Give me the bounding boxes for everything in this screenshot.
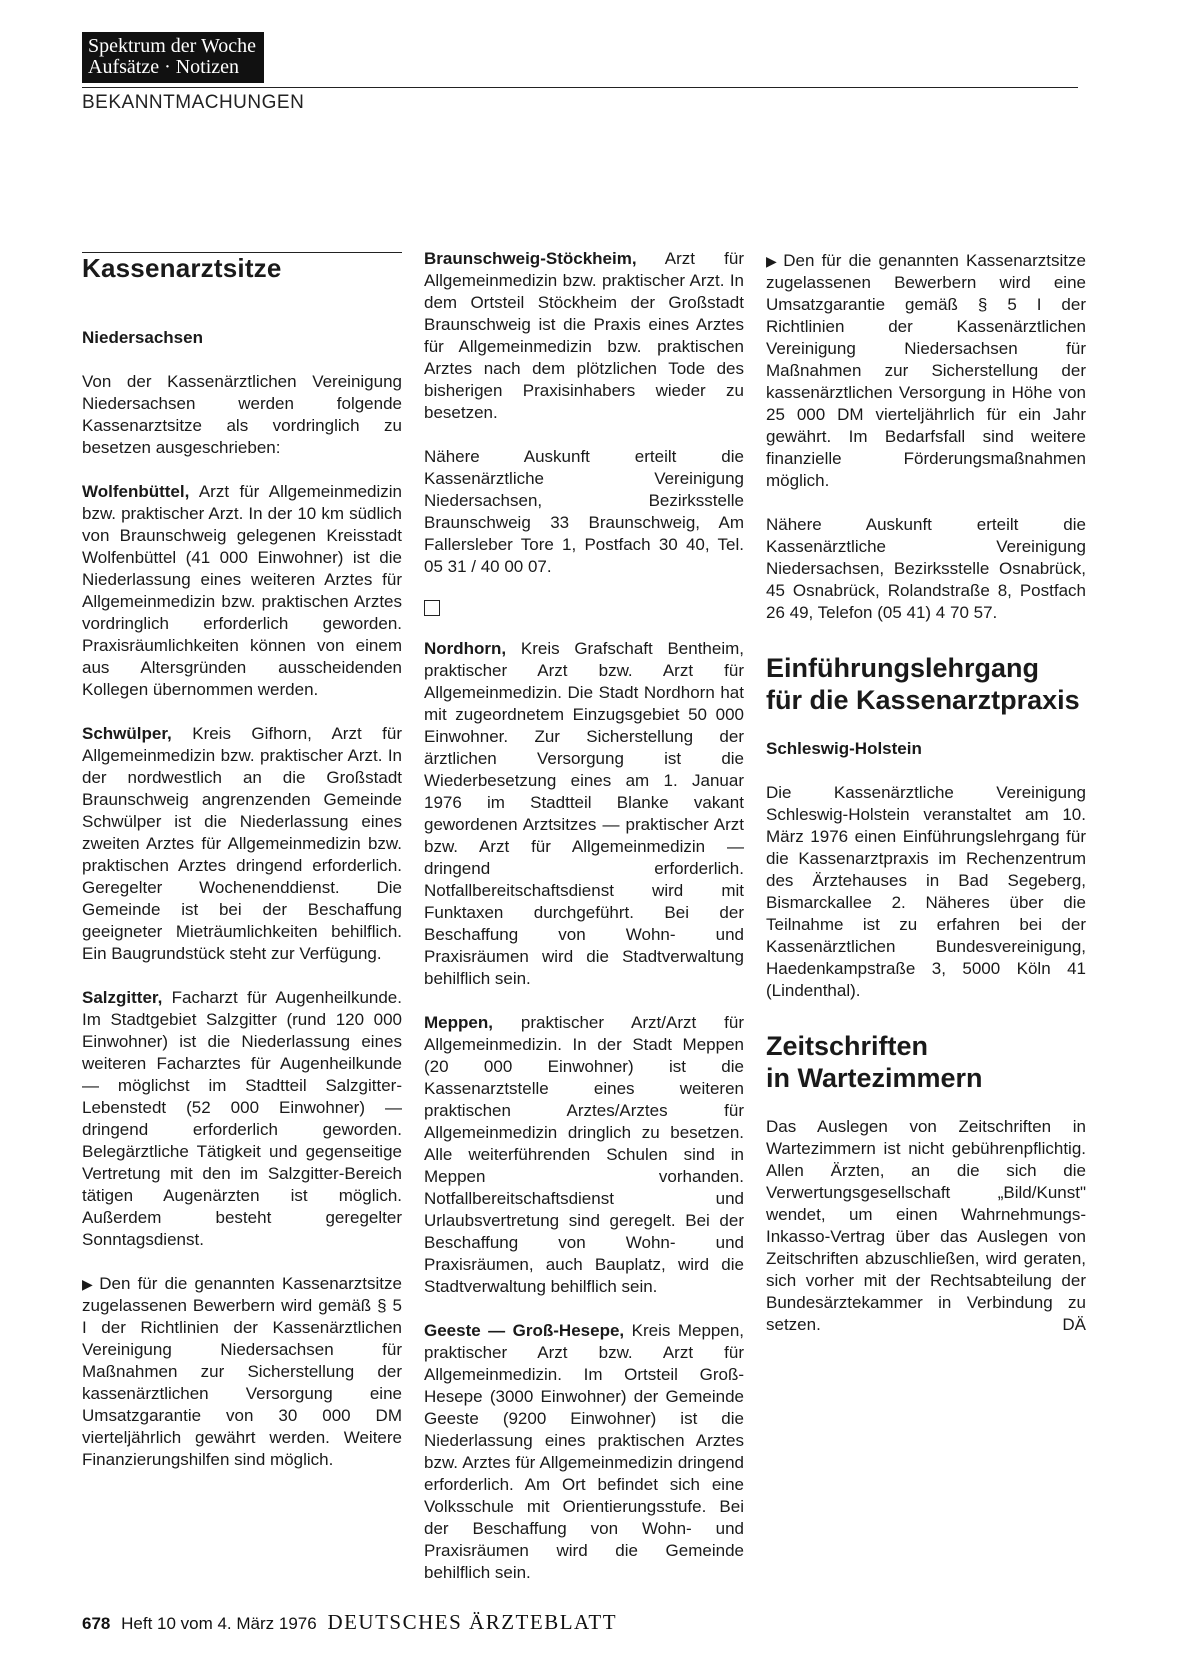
entry-text: Facharzt für Augenheilkunde. Im Stadtgebiet Salzgitter (rund 120 000 Einwohner) ist die Niederlassung eines weiteren Facharztes für Augenheilkunde — möglichst im Stadtteil Salzgitter-Lebenstedt (52 000 Einwohner) — dringend erforderlich geworden. Belegärztliche Tätigkeit und gegenseitige Vertretung mit den im Salzgitter-Bereich tätigen Augenärzten ist möglich. Außerdem besteht geregelter Sonntagsdienst. xyxy=(82,988,402,1249)
section-tag-line2: Aufsätze · Notizen xyxy=(88,56,240,78)
entry-place: Braunschweig-Stöckheim, xyxy=(424,249,637,268)
entry-text: Arzt für Allgemeinmedizin bzw. praktischer Arzt. In dem Ortsteil Stöckheim der Großstadt Braunschweig ist die Praxis eines Arztes für Allgemeinmedizin bzw. praktischen Arztes nach dem plötzlichen Tode des bisherigen Praxisinhabers wieder zu besetzen. xyxy=(424,249,744,422)
category-label: BEKANNTMACHUNGEN xyxy=(82,92,305,113)
entry-text: Kreis Gifhorn, Arzt für Allgemeinmedizin bzw. praktischer Arzt. In der nordwestlich an die Großstadt Braunschweig angrenzenden Gemeinde Schwülper ist die Niederlassung eines zweiten Arztes für Allgemeinmedizin bzw. praktischen Arztes dringend erforderlich. Geregelter Wochenenddienst. Die Gemeinde ist bei der Beschaffung geeigneter Mieträumlichkeiten behilflich. Ein Baugrundstück steht zur Verfügung. xyxy=(82,724,402,963)
article-title-kassenarztsitze: Kassenarztsitze xyxy=(82,253,282,283)
entry-text: Arzt für Allgemeinmedizin bzw. praktischer Arzt. In der 10 km südlich von Braunschweig gelegenen Kreisstadt Wolfenbüttel (41 000 Einwohner) ist die Niederlassung eines weiteren Arztes für Allgemeinmedizin bzw. praktischen Arztes vordringlich erforderlich geworden. Praxisräumlichkeiten können von einem aus Altersgründen ausscheidenden Kollegen übernommen werden. xyxy=(82,482,402,699)
guarantee-paragraph-2: ▶ Den für die genannten Kassenarztsitze zugelassenen Bewerbern wird eine Umsatzgarantie gemäß § 5 I der Richtlinien der Kassenärztlichen Vereinigung Niedersachsen für Maßnahmen zur Sicherstellung der kassenärztlichen Versorgung in Höhe von 25 000 DM vierteljährlich für ein Jahr gewährt. Im Bedarfsfall sind weitere finanzielle Förderungsmaßnahmen möglich. xyxy=(766,251,1086,490)
intro-paragraph: Von der Kassenärztlichen Vereinigung Niedersachsen werden folgende Kassenarztsitze als vordringlich zu besetzen ausgeschrieben: xyxy=(82,372,402,457)
region-heading-schleswig-holstein: Schleswig-Holstein xyxy=(766,739,922,758)
page-footer xyxy=(82,1610,617,1635)
entry-schwuelper xyxy=(82,723,402,965)
entry-place: Nordhorn, xyxy=(424,639,507,658)
entry-text: Kreis Grafschaft Bentheim, praktischer Arzt bzw. Arzt für Allgemeinmedizin. Die Stadt Nordhorn hat mit zugeordnetem Einzugsgebiet 50 000 Einwohner. Zur Sicherstellung der ärztlichen Versorgung ist die Wiederbesetzung eines am 1. Januar 1976 im Stadtteil Blanke vakant gewordenen Arztsitzes — praktischer Arzt bzw. Arzt für Allgemeinmedizin — dringend erforderlich. Notfallbereitschaftsdienst wird mit Funktaxen durchgeführt. Bei der Beschaffung von Wohn- und Praxisräumen wird die Stadtverwaltung behilflich sein. xyxy=(424,639,744,988)
entry-place: Schwülper, xyxy=(82,724,172,743)
section-tag xyxy=(82,32,264,83)
entry-text: praktischer Arzt/Arzt für Allgemeinmedizin. In der Stadt Meppen (20 000 Einwohner) ist die Kassenarztstelle eines weiteren praktischen Arztes/Arztes für Allgemeinmedizin dringlich zu besetzen. Alle weiterführenden Schulen sind in Meppen vorhanden. Notfallbereitschaftsdienst und Urlaubsvertretung sind geregelt. Bei der Beschaffung von Wohn- und Praxisräumen, auch Bauplatz, wird die Stadtverwaltung behilflich sein. xyxy=(424,1013,744,1296)
article-title-einfuehrungslehrgang: Einführungslehrgang für die Kassenarztpraxis xyxy=(766,653,1080,715)
lehrgang-paragraph: Die Kassenärztliche Vereinigung Schleswig-Holstein veranstaltet am 10. März 1976 einen Einführungslehrgang für die Kassenarztpraxis im Rechenzentrum des Ärztehauses in Bad Segeberg, Bismarckallee 2. Näheres über die Teilnahme ist zu erfahren bei der Kassenärztlichen Bundesvereinigung, Haedenkampstraße 3, 5000 Köln 41 (Lindenthal). xyxy=(766,783,1086,1000)
triangle-arrow-icon: ▶ xyxy=(82,1276,96,1292)
signoff: DÄ xyxy=(1062,1315,1086,1334)
section-tag-line1: Spektrum der Woche xyxy=(88,35,256,57)
entry-geeste xyxy=(424,1320,744,1584)
triangle-arrow-icon: ▶ xyxy=(766,253,780,269)
contact-osnabrueck: Nähere Auskunft erteilt die Kassenärztliche Vereinigung Niedersachsen, Bezirksstelle Osnabrück, 45 Osnabrück, Rolandstraße 8, Postfach 26 49, Telefon (05 41) 4 70 57. xyxy=(766,515,1086,622)
column-1 xyxy=(82,250,402,1493)
separator-box-icon xyxy=(424,600,440,616)
region-heading-niedersachsen: Niedersachsen xyxy=(82,328,203,347)
contact-braunschweig: Nähere Auskunft erteilt die Kassenärztliche Vereinigung Niedersachsen, Bezirksstelle Braunschweig 33 Braunschweig, Am Fallersleber Tore 1, Postfach 30 40, Tel. 05 31 / 40 00 07. xyxy=(424,447,744,576)
entry-place: Wolfenbüttel, xyxy=(82,482,190,501)
entry-place: Geeste — Groß-Hesepe, xyxy=(424,1321,625,1340)
entry-meppen xyxy=(424,1012,744,1298)
journal-name: DEUTSCHES ÄRZTEBLATT xyxy=(327,1610,618,1634)
entry-nordhorn xyxy=(424,638,744,990)
zeitschriften-paragraph: Das Auslegen von Zeitschriften in Wartezimmern ist nicht gebührenpflichtig. Allen Ärzten, an die sich die Verwertungsgesellschaft „Bild/Kunst" wendet, um einen Wahrnehmungs-Inkasso-Vertrag über das Auslegen von Zeitschriften abzuschließen, wird geraten, sich vorher mit der Rechtsabteilung der Bundesärztekammer in Verbindung zu setzen. DÄ xyxy=(766,1117,1086,1334)
entry-wolfenbuettel xyxy=(82,481,402,701)
page-number: 678 xyxy=(82,1614,111,1633)
column-3 xyxy=(766,250,1086,1358)
guarantee-paragraph-1: ▶ Den für die genannten Kassenarztsitze zugelassenen Bewerbern wird gemäß § 5 I der Richtlinien der Kassenärztlichen Vereinigung Niedersachsen für Maßnahmen zur Sicherstellung der kassenärztlichen Versorgung eine Umsatzgarantie von 30 000 DM vierteljährlich gewährt werden. Weitere Finanzierungshilfen sind möglich. xyxy=(82,1274,402,1469)
entry-braunschweig-stoeckheim xyxy=(424,248,744,424)
article-title-zeitschriften: Zeitschriften in Wartezimmern xyxy=(766,1031,983,1093)
entry-text: Kreis Meppen, praktischer Arzt bzw. Arzt für Allgemeinmedizin. Im Ortsteil Groß-Hesepe (3000 Einwohner) der Gemeinde Geeste (9200 Einwohner) ist die Niederlassung eines praktischen Arztes bzw. Arztes für Allgemeinmedizin dringend erforderlich. Am Ort befindet sich eine Volksschule mit Orientierungsstufe. Bei der Beschaffung von Wohn- und Praxisräumen wird die Gemeinde behilflich sein. xyxy=(424,1321,744,1582)
entry-place: Salzgitter, xyxy=(82,988,163,1007)
entry-salzgitter xyxy=(82,987,402,1251)
top-rule xyxy=(82,87,1078,88)
entry-place: Meppen, xyxy=(424,1013,493,1032)
column-2 xyxy=(424,250,744,1606)
issue-info: Heft 10 vom 4. März 1976 xyxy=(121,1614,317,1633)
